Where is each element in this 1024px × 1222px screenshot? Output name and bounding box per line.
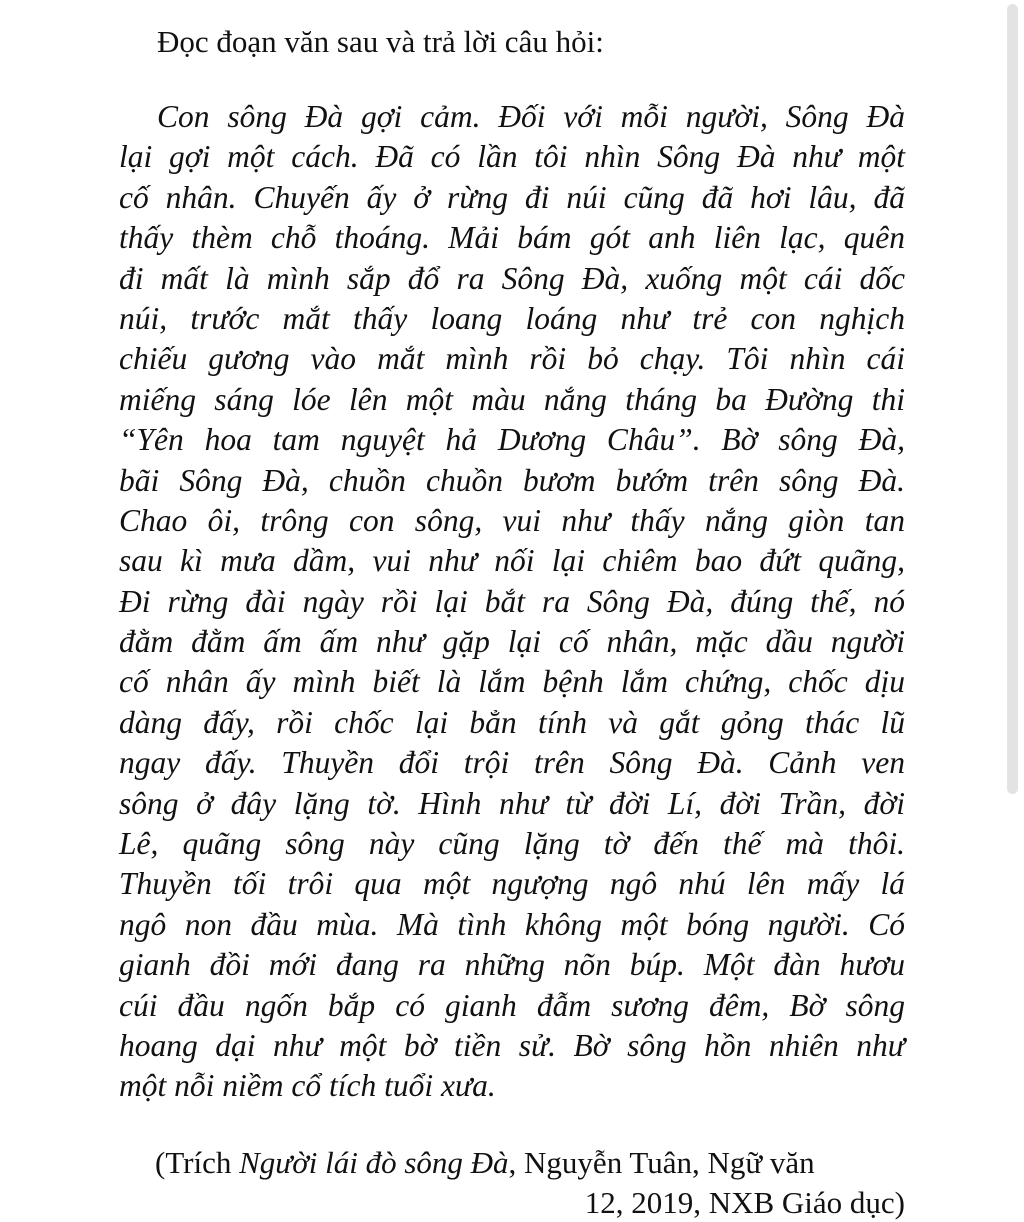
vertical-scrollbar[interactable] bbox=[1004, 0, 1024, 1222]
passage-line: lại gợi một cách. Đã có lần tôi nhìn Sông Đà như một bbox=[119, 139, 905, 175]
passage-line: dàng đấy, rồi chốc lại bẳn tính và gắt gỏng thác lũ bbox=[119, 704, 905, 740]
question-prompt: Đọc đoạn văn sau và trả lời câu hỏi: bbox=[157, 24, 604, 59]
passage-line: đi mất là mình sắp đổ ra Sông Đà, xuống một cái dốc bbox=[119, 260, 905, 296]
passage-line: hoang dại như một bờ tiền sử. Bờ sông hồn nhiên như bbox=[119, 1027, 905, 1063]
passage-line: sông ở đây lặng tờ. Hình như từ đời Lí, đời Trần, đời bbox=[119, 785, 905, 821]
passage-line: Chao ôi, trông con sông, vui như thấy nắng giòn tan bbox=[119, 502, 905, 538]
citation-line-2: 12, 2019, NXB Giáo dục) bbox=[584, 1185, 905, 1220]
passage-line: chiếu gương vào mắt mình rồi bỏ chạy. Tôi nhìn cái bbox=[119, 341, 905, 377]
passage-line: sau kì mưa dầm, vui như nối lại chiêm bao đứt quãng, bbox=[119, 543, 905, 579]
passage-line: Đi rừng đài ngày rồi lại bắt ra Sông Đà, đúng thế, nó bbox=[119, 583, 905, 619]
passage-line: Thuyền tối trôi qua một ngượng ngô nhú lên mấy lá bbox=[119, 866, 905, 902]
passage-line: thấy thèm chỗ thoáng. Mải bám gót anh liên lạc, quên bbox=[119, 220, 905, 256]
passage-line: một nỗi niềm cổ tích tuổi xưa. bbox=[119, 1068, 496, 1104]
passage-line: ngay đấy. Thuyền đổi trội trên Sông Đà. Cảnh ven bbox=[119, 745, 905, 781]
passage-line: miếng sáng lóe lên một màu nắng tháng ba Đường thi bbox=[119, 381, 905, 417]
passage-line: bãi Sông Đà, chuồn chuồn bươm bướm trên sông Đà. bbox=[119, 462, 905, 498]
source-citation bbox=[155, 1143, 905, 1222]
passage-line: cố nhân. Chuyến ấy ở rừng đi núi cũng đã hơi lâu, đã bbox=[119, 179, 905, 215]
passage-line: Con sông Đà gợi cảm. Đối với mỗi người, Sông Đà bbox=[157, 99, 905, 134]
passage-line: ngô non đầu mùa. Mà tình không một bóng người. Có bbox=[119, 906, 905, 942]
passage-line: đằm đằm ấm ấm như gặp lại cố nhân, mặc dầu người bbox=[119, 624, 905, 660]
passage-line: cố nhân ấy mình biết là lắm bệnh lắm chứng, chốc dịu bbox=[119, 664, 905, 700]
passage-line: Lê, quãng sông này cũng lặng tờ đến thế mà thôi. bbox=[119, 826, 905, 862]
citation-prefix: (Trích bbox=[155, 1145, 240, 1180]
passage-line: “Yên hoa tam nguyệt hả Dương Châu”. Bờ sông Đà, bbox=[119, 422, 905, 458]
literary-passage bbox=[119, 97, 905, 1107]
passage-line: gianh đồi mới đang ra những nõn búp. Một đàn hươu bbox=[119, 947, 905, 983]
citation-work-title: Người lái đò sông Đà bbox=[239, 1145, 509, 1180]
citation-line-1 bbox=[155, 1143, 905, 1183]
passage-line: núi, trước mắt thấy loang loáng như trẻ con nghịch bbox=[119, 300, 905, 336]
passage-line: cúi đầu ngốn bắp có gianh đẫm sương đêm, Bờ sông bbox=[119, 987, 905, 1023]
citation-author-info: , Nguyễn Tuân, Ngữ văn bbox=[508, 1145, 815, 1180]
scrollbar-thumb[interactable] bbox=[1007, 4, 1018, 794]
